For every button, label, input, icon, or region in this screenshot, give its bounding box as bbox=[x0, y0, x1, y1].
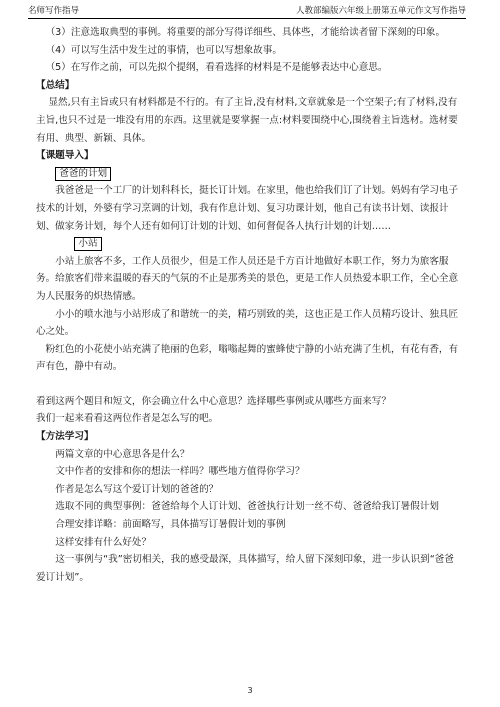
article-dad-plan: 我爸爸是一个工厂的计划科科长，挺长订计划。在家里，他也给我们订了计划。妈妈有学习电子技术的计划，外婆有学习烹调的计划，我有作息计划、复习功课计划，他自己有读书计划、读报计划、做家务计划，每个人还有如何订计划的计划、如何督促各人执行计划的计划…… bbox=[36, 185, 459, 232]
article-station-p3: 粉红色的小花使小站充满了艳丽的色彩，嗡嗡起舞的蜜蜂使宁静的小站充满了生机，有花有香，有声有色，静中有动。 bbox=[36, 343, 459, 373]
header-right: 人教部编版六年级上册第五单元作文写作指导 bbox=[295, 6, 466, 16]
method-answer-3: 选取不同的典型事例：爸爸给每个人订计划、爸爸执行计划一丝不苟、爸爸给我订暑假计划 bbox=[55, 501, 439, 513]
page-body bbox=[36, 24, 462, 586]
article-title-dad-plan: 爸爸的计划 bbox=[55, 167, 111, 181]
method-answer-3b: 合理安排详略：前面略写，具体描写订暑假计划的事例 bbox=[55, 519, 286, 531]
writing-tip-4: （4）可以写生活中发生过的事情，也可以写想象故事。 bbox=[45, 44, 282, 56]
article-title-small-station: 小站 bbox=[74, 237, 101, 251]
article-station-p2: 小小的喷水池与小站形成了和谐统一的美，精巧别致的美，这也正是工作人员精巧设计、独具匠心之处。 bbox=[36, 308, 459, 338]
method-question-4: 这样安排有什么好处？ bbox=[55, 536, 152, 548]
summary-text: 显然,只有主旨或只有材料都是不行的。有了主旨,没有材料,文章就象是一个空架子;有了材料,没有主旨,也只不过是一堆没有用的东西。这里就是要掌握一点:材料要围绕中心,围绕着主旨选材。选材要有用、典型、新颖、具体。 bbox=[36, 97, 458, 144]
question-text: 看到这两个题目和短文，你会确立什么中心意思？选择哪些事例或从哪些方面来写？ bbox=[36, 395, 391, 407]
header-left: 名师写作指导 bbox=[28, 6, 80, 16]
method-question-1: 两篇文章的中心意思各是什么？ bbox=[55, 448, 190, 460]
method-heading: 【方法学习】 bbox=[36, 431, 94, 443]
writing-tip-5: （5）在写作之前，可以先拟个提纲，看看选择的材料是不是能够表达中心意思。 bbox=[45, 62, 388, 74]
page-number: 3 bbox=[247, 686, 253, 695]
article-station-p1: 小站上旅客不多，工作人员很少，但是工作人员还是千方百计地做好本职工作，努力为旅客服务。给旅客们带来温暖的春天的气氛的不止是那秀美的景色，更是工作人员热爱本职工作，全心全意为人民服务的炽热情感。 bbox=[36, 255, 459, 302]
method-question-2: 文中作者的安排和你的想法一样吗？哪些地方值得你学习？ bbox=[55, 466, 305, 478]
invite-text: 我们一起来看看这两位作者是怎么写的吧。 bbox=[36, 413, 219, 425]
writing-tip-3: （3）注意选取典型的事例。将重要的部分写得详细些、具体些，才能给读者留下深刻的印象。 bbox=[45, 27, 446, 38]
method-answer-4: 这一事例与“我”密切相关，我的感受最深，具体描写，给人留下深刻印象，进一步认识到“爸爸爱订计划”。 bbox=[36, 554, 454, 583]
method-question-3: 作者是怎么写这个爱订计划的爸爸的？ bbox=[55, 483, 219, 495]
summary-heading: 【总结】 bbox=[36, 79, 75, 91]
page-header bbox=[28, 4, 466, 19]
intro-heading: 【课题导入】 bbox=[36, 150, 94, 162]
